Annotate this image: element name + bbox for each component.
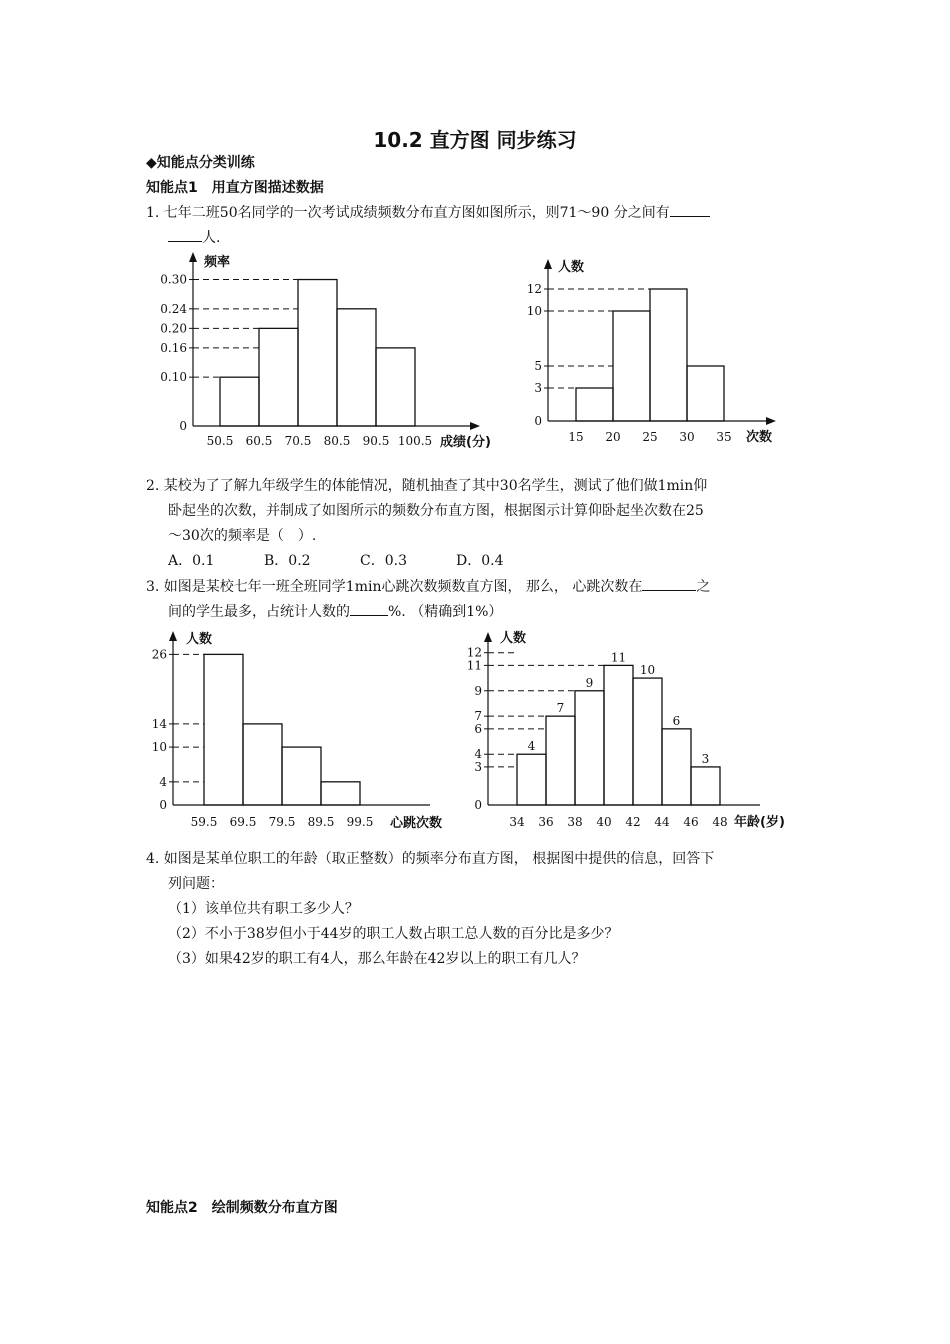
x-tick-label: 34 [509, 815, 525, 829]
option-c[interactable]: C．0.3 [360, 553, 407, 569]
x-tick-label: 99.5 [346, 815, 374, 829]
x-tick-label: 36 [538, 815, 554, 829]
question-1-tail: 人. [202, 230, 221, 246]
histogram-bar [517, 754, 546, 805]
question-2-line1: 2. 某校为了了解九年级学生的体能情况，随机抽查了其中30名学生，测试了他们做1min仰 [146, 478, 708, 494]
y-tick-label: 0 [159, 798, 167, 812]
x-axis-label: 年龄(岁) [734, 815, 785, 830]
x-tick-label: 46 [683, 815, 699, 829]
bar-data-label: 9 [585, 675, 594, 690]
y-tick-label: 5 [534, 359, 542, 373]
y-tick-label: 3 [534, 381, 542, 395]
question-4-sub1: （1）该单位共有职工多少人？ [168, 901, 359, 917]
bar-data-label: 3 [701, 751, 710, 766]
y-tick-label: 0.24 [160, 301, 187, 316]
chart-4 [460, 628, 800, 835]
histogram-bar [282, 747, 321, 805]
x-tick-label: 44 [654, 815, 670, 829]
x-tick-label: 42 [625, 815, 641, 829]
x-tick-label: 38 [567, 815, 583, 829]
x-tick-label: 79.5 [268, 815, 296, 829]
y-tick-label: 10 [151, 740, 167, 755]
x-tick-label: 59.5 [190, 815, 218, 829]
y-tick-label: 4 [474, 747, 482, 762]
histogram-bar [662, 729, 691, 805]
x-axis-label: 心跳次数 [390, 816, 443, 831]
y-tick-label: 9 [474, 683, 482, 698]
chart-3 [140, 625, 470, 835]
x-tick-label: 35 [716, 430, 732, 444]
question-4-line1: 4. 如图是某单位职工的年龄（取正整数）的频率分布直方图， 根据图中提供的信息，回答下 [146, 851, 715, 867]
y-axis-label: 频率 [204, 255, 231, 270]
y-tick-label: 11 [466, 658, 482, 673]
y-tick-label: 0 [474, 798, 482, 812]
question-2-line2: 卧起坐的次数，并制成了如图所示的频数分布直方图，根据图示计算仰卧起坐次数在25 [168, 503, 704, 519]
x-tick-label: 70.5 [284, 434, 312, 448]
chart-1 [140, 248, 491, 453]
y-axis-label: 人数 [500, 631, 527, 646]
x-tick-label: 90.5 [362, 434, 390, 448]
y-tick-label: 14 [151, 716, 167, 731]
knowledge-point-1: 知能点1 用直方图描述数据 [146, 180, 324, 196]
histogram-bar [633, 678, 662, 805]
histogram-bar [321, 782, 360, 805]
y-tick-label: 0.16 [160, 340, 187, 355]
histogram-bar [220, 377, 259, 426]
x-tick-label: 80.5 [323, 434, 351, 448]
question-3-line2b: %. （精确到1%） [388, 604, 503, 620]
y-axis-arrow-icon [544, 259, 552, 269]
bar-data-label: 10 [639, 663, 656, 678]
answer-blank[interactable] [670, 202, 710, 217]
histogram-bar [259, 328, 298, 426]
knowledge-point-2: 知能点2 绘制频数分布直方图 [146, 1200, 338, 1216]
y-tick-label: 0.10 [160, 370, 187, 385]
question-3-line1b: 之 [696, 579, 711, 595]
histogram-bar [298, 280, 337, 426]
option-a[interactable]: A．0.1 [168, 553, 215, 569]
y-tick-label: 0.30 [160, 272, 187, 287]
histogram-bar [575, 691, 604, 805]
histogram-bar [204, 654, 243, 805]
question-4 [146, 847, 811, 897]
y-axis-arrow-icon [169, 631, 177, 641]
histogram-bar [691, 767, 720, 805]
answer-blank[interactable] [642, 576, 696, 591]
bar-data-label: 4 [527, 739, 536, 754]
y-tick-label: 0 [179, 419, 187, 433]
y-tick-label: 12 [466, 645, 482, 660]
histogram-bar [650, 289, 687, 421]
y-axis-label: 人数 [186, 632, 213, 647]
x-tick-label: 15 [568, 430, 584, 444]
histogram-bar [604, 665, 633, 805]
bar-data-label: 11 [610, 650, 627, 665]
x-tick-label: 69.5 [229, 815, 257, 829]
y-tick-label: 3 [474, 759, 482, 774]
histogram-bar [337, 309, 376, 426]
y-tick-label: 10 [526, 304, 542, 318]
question-1 [146, 201, 811, 251]
answer-blank[interactable] [350, 601, 388, 616]
x-axis-label: 次数 [746, 430, 773, 445]
answer-options [146, 549, 811, 574]
option-b[interactable]: B．0.2 [264, 553, 311, 569]
question-3-line2a: 间的学生最多，占统计人数的 [168, 604, 350, 620]
page-title: 10.2 直方图 同步练习 [373, 128, 577, 152]
bar-data-label: 6 [672, 713, 681, 728]
question-4-sub2: （2）不小于38岁但小于44岁的职工人数占职工总人数的百分比是多少？ [168, 926, 619, 942]
x-tick-label: 40 [596, 815, 612, 829]
y-axis-label: 人数 [558, 260, 585, 275]
question-3-line1a: 3. 如图是某校七年一班全班同学1min心跳次数频数直方图， 那么， 心跳次数在 [146, 579, 643, 595]
x-tick-label: 100.5 [397, 434, 433, 448]
option-d[interactable]: D．0.4 [456, 553, 504, 569]
question-3 [146, 575, 811, 625]
question-1-text: 1. 七年二班50名同学的一次考试成绩频数分布直方图如图所示，则71～90 分之间有 [146, 205, 670, 221]
section-header: ◆知能点分类训练 [146, 155, 255, 171]
y-axis-arrow-icon [484, 632, 492, 642]
y-tick-label: 7 [474, 709, 482, 724]
x-tick-label: 89.5 [307, 815, 335, 829]
bar-data-label: 7 [556, 701, 565, 716]
y-axis-arrow-icon [189, 252, 197, 262]
histogram-bar [243, 724, 282, 805]
y-tick-label: 12 [526, 282, 542, 296]
x-axis-label: 成绩(分) [440, 435, 491, 450]
question-4-line2: 列问题： [168, 876, 224, 892]
y-tick-label: 0.20 [160, 321, 187, 336]
x-axis-arrow-icon [470, 422, 480, 430]
histogram-bar [576, 388, 613, 421]
y-tick-label: 4 [159, 774, 167, 789]
histogram-bar [613, 311, 650, 421]
y-tick-label: 0 [534, 414, 542, 428]
x-tick-label: 25 [642, 430, 658, 444]
y-tick-label: 6 [474, 721, 482, 736]
chart-2 [520, 255, 790, 450]
x-tick-label: 48 [712, 815, 728, 829]
histogram-bar [546, 716, 575, 805]
x-tick-label: 30 [679, 430, 695, 444]
y-tick-label: 26 [151, 647, 167, 662]
x-axis-arrow-icon [766, 417, 776, 425]
x-tick-label: 20 [605, 430, 621, 444]
question-2-line3: ～30次的频率是（ ）. [168, 528, 317, 544]
histogram-bar [687, 366, 724, 421]
question-4-sub3: （3）如果42岁的职工有4人，那么年龄在42岁以上的职工有几人？ [168, 951, 586, 967]
x-tick-label: 50.5 [206, 434, 234, 448]
histogram-bar [376, 348, 415, 426]
question-2 [146, 474, 811, 574]
answer-blank[interactable] [168, 227, 202, 242]
x-tick-label: 60.5 [245, 434, 273, 448]
